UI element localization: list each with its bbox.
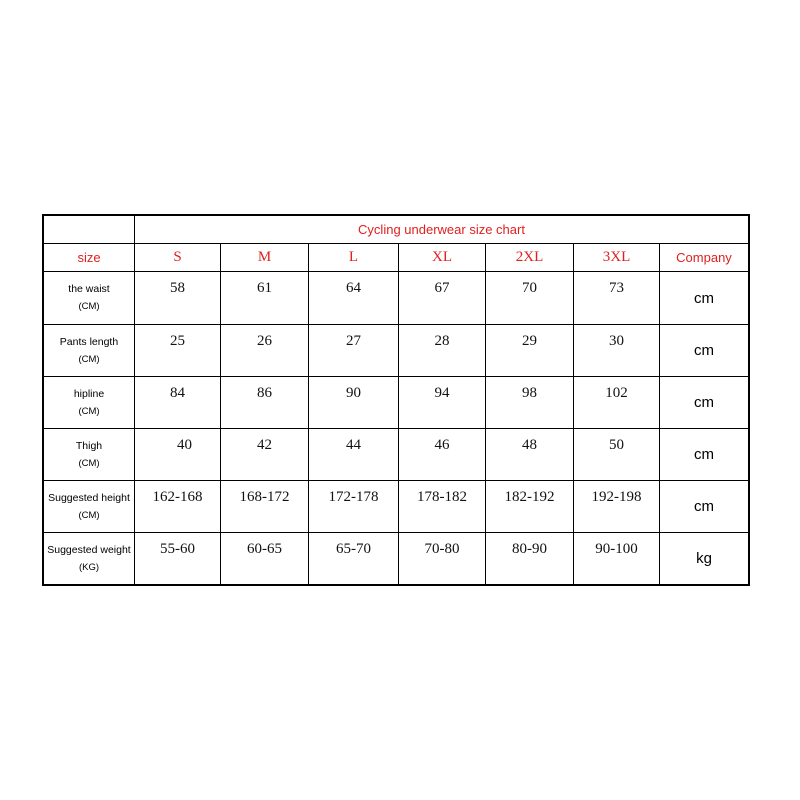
measure-unit: (CM) bbox=[78, 509, 100, 521]
header-size-xl: XL bbox=[432, 249, 452, 265]
company-unit: cm bbox=[694, 498, 714, 515]
company-unit: cm bbox=[694, 342, 714, 359]
table-cell: 182-192 bbox=[504, 489, 555, 505]
company-unit: cm bbox=[694, 289, 714, 307]
table-cell: 58 bbox=[170, 280, 185, 296]
table-cell: 102 bbox=[605, 385, 628, 401]
table-cell: 40 bbox=[177, 437, 192, 453]
company-unit: kg bbox=[696, 550, 712, 567]
measure-name: Suggested weight bbox=[47, 543, 131, 556]
table-cell: 70 bbox=[522, 280, 537, 296]
table-cell: 48 bbox=[522, 437, 537, 453]
table-cell: 55-60 bbox=[160, 541, 195, 557]
size-chart-table bbox=[42, 214, 750, 586]
table-cell: 44 bbox=[346, 437, 361, 453]
measure-unit: (CM) bbox=[78, 405, 100, 417]
table-cell: 60-65 bbox=[247, 541, 282, 557]
row-label bbox=[44, 481, 134, 532]
header-size-2xl: 2XL bbox=[515, 249, 544, 265]
table-cell: 90 bbox=[346, 385, 361, 401]
header-size-s: S bbox=[173, 249, 182, 265]
row-label bbox=[44, 272, 134, 324]
header-size: size bbox=[77, 250, 101, 265]
table-cell: 30 bbox=[609, 333, 624, 349]
table-cell: 90-100 bbox=[595, 541, 638, 557]
measure-name: Thigh bbox=[75, 439, 103, 452]
table-cell: 192-198 bbox=[591, 489, 642, 505]
measure-unit: (CM) bbox=[78, 301, 100, 312]
measure-name: hipline bbox=[73, 387, 105, 400]
table-cell: 94 bbox=[434, 385, 450, 401]
table-cell: 46 bbox=[434, 437, 450, 453]
row-label bbox=[44, 325, 134, 376]
table-cell: 64 bbox=[346, 280, 361, 296]
table-cell: 50 bbox=[609, 437, 624, 453]
header-size-3xl: 3XL bbox=[602, 249, 631, 265]
row-label bbox=[44, 533, 134, 584]
table-cell: 61 bbox=[257, 280, 272, 296]
table-cell: 27 bbox=[346, 333, 361, 349]
chart-title: Cycling underwear size chart bbox=[358, 222, 525, 237]
measure-name: Pants length bbox=[59, 335, 119, 348]
table-cell: 26 bbox=[257, 333, 272, 349]
table-cell: 86 bbox=[257, 385, 272, 401]
header-size-l: L bbox=[348, 249, 359, 265]
measure-name: Suggested height bbox=[48, 491, 130, 504]
table-cell: 29 bbox=[522, 333, 537, 349]
measure-unit: (CM) bbox=[78, 353, 100, 365]
table-cell: 70-80 bbox=[424, 541, 460, 557]
table-cell: 65-70 bbox=[336, 541, 371, 557]
row-label bbox=[44, 429, 134, 480]
measure-name: the waist bbox=[68, 283, 110, 295]
table-cell: 67 bbox=[434, 280, 450, 296]
company-unit: cm bbox=[694, 394, 714, 411]
measure-unit: (CM) bbox=[78, 457, 100, 469]
table-cell: 80-90 bbox=[512, 541, 547, 557]
table-cell: 25 bbox=[170, 333, 185, 349]
table-cell: 178-182 bbox=[417, 489, 467, 505]
header-company: Company bbox=[676, 250, 732, 265]
table-cell: 98 bbox=[522, 385, 537, 401]
measure-unit: (KG) bbox=[78, 561, 100, 573]
company-unit: cm bbox=[694, 446, 714, 463]
row-label bbox=[44, 377, 134, 428]
table-cell: 172-178 bbox=[328, 489, 379, 505]
table-cell: 73 bbox=[609, 280, 624, 296]
table-cell: 162-168 bbox=[152, 489, 203, 505]
table-cell: 168-172 bbox=[239, 489, 290, 505]
header-size-m: M bbox=[257, 249, 272, 265]
table-cell: 42 bbox=[257, 437, 272, 453]
table-cell: 28 bbox=[434, 333, 450, 349]
table-cell: 84 bbox=[170, 385, 185, 401]
